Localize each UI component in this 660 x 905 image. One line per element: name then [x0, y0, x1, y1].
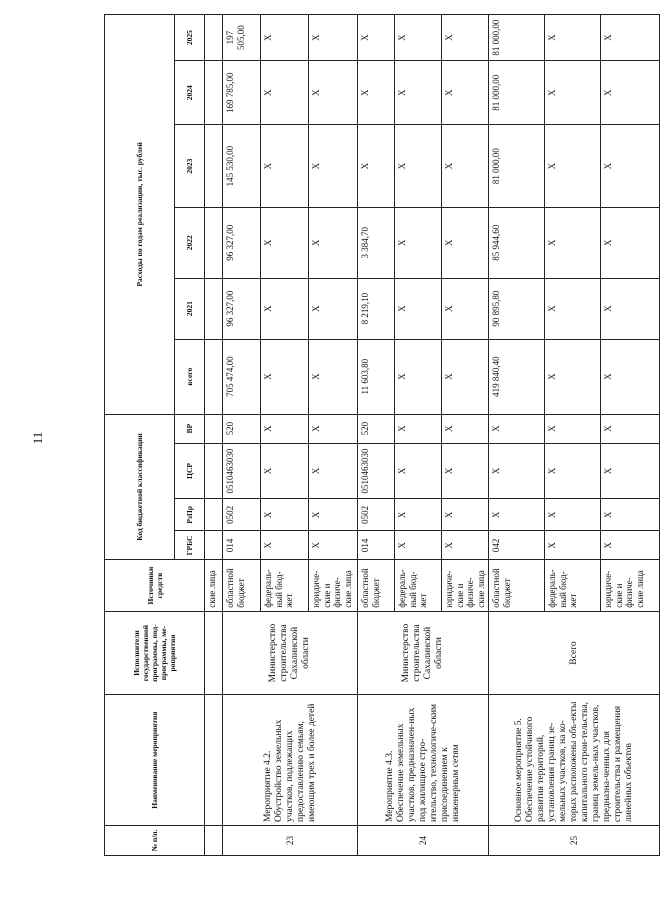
- funding-source-cell: областной бюджет: [358, 560, 395, 611]
- table-row: [489, 15, 545, 856]
- value-cell-y2022: 85 944,60: [489, 207, 545, 278]
- value-cell-total: 11 603,80: [358, 339, 395, 414]
- col-2021-header: 2021: [175, 278, 205, 339]
- measure-name-cell: Основное мероприятие 5. Обеспечение устойчивого развития территорий, установления границ зе-мельных участков, на ко-торых расположены объ-екты капитального строи-тельства, границ земель-ных участков, предназна-ченных для строительства и размещения линейных объектов: [489, 695, 660, 826]
- value-cell-vr: X: [261, 414, 309, 443]
- rotated-table-frame: [104, 14, 645, 856]
- value-cell-y2024: X: [442, 61, 489, 125]
- value-cell-y2021: X: [309, 278, 358, 339]
- measure-name-cell: Мероприятие 4.2. Обустройство земельных участков, подлежащих предоставлению семьям, имеющим трех и более детей: [223, 695, 358, 826]
- row-number-cell: 25: [489, 826, 660, 856]
- col-num-header: № п/п.: [105, 826, 205, 856]
- value-cell-y2023: 145 530,00: [223, 125, 261, 207]
- value-cell-y2025: X: [358, 15, 395, 61]
- value-cell-y2021: X: [442, 278, 489, 339]
- carry-cell: [205, 531, 223, 560]
- col-csr-header: ЦСР: [175, 443, 205, 499]
- value-cell-vr: X: [489, 414, 545, 443]
- value-cell-y2022: X: [545, 207, 601, 278]
- value-cell-y2021: 8 219,10: [358, 278, 395, 339]
- value-cell-y2021: X: [545, 278, 601, 339]
- value-cell-vr: 520: [223, 414, 261, 443]
- value-cell-total: X: [261, 339, 309, 414]
- funding-source-cell: юридиче-ские и физиче-ские лица: [601, 560, 660, 611]
- funding-source-cell: федераль-ный бюд-жет: [545, 560, 601, 611]
- value-cell-grbs: X: [309, 531, 358, 560]
- value-cell-grbs: X: [442, 531, 489, 560]
- carry-cell: [205, 443, 223, 499]
- col-2023-header: 2023: [175, 125, 205, 207]
- col-2024-header: 2024: [175, 61, 205, 125]
- value-cell-y2025: X: [309, 15, 358, 61]
- row-number-cell: 24: [358, 826, 489, 856]
- value-cell-total: X: [309, 339, 358, 414]
- value-cell-total: 705 474,00: [223, 339, 261, 414]
- value-cell-grbs: 014: [358, 531, 395, 560]
- value-cell-y2025: X: [395, 15, 442, 61]
- carry-cell: [205, 499, 223, 531]
- carry-cell: [205, 207, 223, 278]
- value-cell-grbs: X: [601, 531, 660, 560]
- value-cell-y2022: X: [309, 207, 358, 278]
- value-cell-y2022: 96 327,00: [223, 207, 261, 278]
- funding-source-cell: юридиче-ские и физиче-ские лица: [442, 560, 489, 611]
- value-cell-y2024: X: [601, 61, 660, 125]
- value-cell-y2025: X: [545, 15, 601, 61]
- value-cell-vr: X: [309, 414, 358, 443]
- value-cell-total: 419 840,40: [489, 339, 545, 414]
- value-cell-vr: X: [442, 414, 489, 443]
- value-cell-y2023: X: [358, 125, 395, 207]
- value-cell-grbs: X: [545, 531, 601, 560]
- value-cell-y2025: X: [261, 15, 309, 61]
- value-cell-vr: X: [545, 414, 601, 443]
- col-executor-header: Исполнители государственной программы, под-программы, ме-роприятия: [105, 611, 205, 695]
- value-cell-y2023: X: [395, 125, 442, 207]
- value-cell-csr: X: [261, 443, 309, 499]
- value-cell-vr: X: [395, 414, 442, 443]
- value-cell-csr: 0510463030: [223, 443, 261, 499]
- carry-cell: [205, 125, 223, 207]
- value-cell-y2022: X: [261, 207, 309, 278]
- carry-cell: [205, 61, 223, 125]
- value-cell-y2025: 197 505,00: [223, 15, 261, 61]
- page-number: 11: [30, 431, 45, 445]
- col-name-header: Наименование мероприятия: [105, 695, 205, 826]
- col-total-header: всего: [175, 339, 205, 414]
- value-cell-y2024: 169 785,00: [223, 61, 261, 125]
- value-cell-csr: X: [601, 443, 660, 499]
- value-cell-rzpr: X: [395, 499, 442, 531]
- col-grbs-header: ГРБС: [175, 531, 205, 560]
- value-cell-grbs: X: [395, 531, 442, 560]
- value-cell-y2025: X: [601, 15, 660, 61]
- value-cell-y2022: X: [442, 207, 489, 278]
- executor-cell: Министерство строительства Сахалинской области: [358, 611, 489, 695]
- value-cell-y2022: 3 384,70: [358, 207, 395, 278]
- value-cell-rzpr: X: [545, 499, 601, 531]
- col-expenses-header: Расходы по годам реализации, тыс. рублей: [105, 15, 175, 415]
- table-rotation-wrapper: [104, 14, 645, 856]
- value-cell-rzpr: X: [489, 499, 545, 531]
- funding-source-cell: федераль-ный бюд-жет: [395, 560, 442, 611]
- value-cell-y2023: X: [545, 125, 601, 207]
- carry-cell: [205, 695, 223, 826]
- value-cell-y2021: X: [395, 278, 442, 339]
- value-cell-vr: X: [601, 414, 660, 443]
- value-cell-total: X: [545, 339, 601, 414]
- value-cell-y2021: 90 895,80: [489, 278, 545, 339]
- col-code-header: Код бюджетной классификации: [105, 414, 175, 560]
- value-cell-y2023: X: [309, 125, 358, 207]
- value-cell-total: X: [395, 339, 442, 414]
- funding-source-cell: федераль-ный бюд-жет: [261, 560, 309, 611]
- value-cell-y2023: X: [261, 125, 309, 207]
- value-cell-y2021: 96 327,00: [223, 278, 261, 339]
- value-cell-csr: X: [545, 443, 601, 499]
- executor-cell: Всего: [489, 611, 660, 695]
- value-cell-csr: 0510463030: [358, 443, 395, 499]
- value-cell-rzpr: 0502: [358, 499, 395, 531]
- value-cell-grbs: 014: [223, 531, 261, 560]
- value-cell-y2022: X: [395, 207, 442, 278]
- value-cell-y2024: 81 000,00: [489, 61, 545, 125]
- value-cell-rzpr: X: [442, 499, 489, 531]
- value-cell-csr: X: [395, 443, 442, 499]
- value-cell-y2024: X: [358, 61, 395, 125]
- col-vr-header: ВР: [175, 414, 205, 443]
- value-cell-y2023: X: [442, 125, 489, 207]
- table-row: [358, 15, 395, 856]
- carry-over-row: [205, 15, 223, 856]
- value-cell-grbs: 042: [489, 531, 545, 560]
- value-cell-y2024: X: [309, 61, 358, 125]
- funding-source-cell: юридиче-ские и физиче-ские лица: [309, 560, 358, 611]
- carry-cell: [205, 611, 223, 695]
- value-cell-rzpr: X: [261, 499, 309, 531]
- executor-cell: Министерство строительства Сахалинской области: [223, 611, 358, 695]
- funding-source-cell: областной бюджет: [489, 560, 545, 611]
- value-cell-vr: 520: [358, 414, 395, 443]
- value-cell-y2025: 81 000,00: [489, 15, 545, 61]
- funding-source-cell: областной бюджет: [223, 560, 261, 611]
- value-cell-rzpr: X: [309, 499, 358, 531]
- value-cell-csr: X: [309, 443, 358, 499]
- carry-cell: [205, 826, 223, 856]
- budget-table: [104, 14, 660, 856]
- value-cell-rzpr: X: [601, 499, 660, 531]
- value-cell-y2025: X: [442, 15, 489, 61]
- value-cell-y2022: X: [601, 207, 660, 278]
- carry-cell: [205, 339, 223, 414]
- measure-name-cell: Мероприятие 4.3. Обеспечение земельных участков, предназначен-ных под жилищное стро-ительство, технологиче-ским присоединением к инженерным сетям: [358, 695, 489, 826]
- value-cell-y2021: X: [601, 278, 660, 339]
- carry-cell: [205, 414, 223, 443]
- value-cell-y2023: 81 000,00: [489, 125, 545, 207]
- value-cell-y2024: X: [395, 61, 442, 125]
- col-rzpr-header: РзПр: [175, 499, 205, 531]
- carry-source-cell: ские лица: [205, 560, 223, 611]
- value-cell-y2024: X: [545, 61, 601, 125]
- value-cell-y2024: X: [261, 61, 309, 125]
- carry-cell: [205, 278, 223, 339]
- col-2025-header: 2025: [175, 15, 205, 61]
- value-cell-y2021: X: [261, 278, 309, 339]
- value-cell-total: X: [442, 339, 489, 414]
- value-cell-csr: X: [489, 443, 545, 499]
- row-number-cell: 23: [223, 826, 358, 856]
- carry-cell: [205, 15, 223, 61]
- value-cell-grbs: X: [261, 531, 309, 560]
- value-cell-total: X: [601, 339, 660, 414]
- value-cell-csr: X: [442, 443, 489, 499]
- col-sources-header: Источники средств: [105, 560, 205, 611]
- col-2022-header: 2022: [175, 207, 205, 278]
- header-row-1: [105, 15, 175, 856]
- table-row: [223, 15, 261, 856]
- value-cell-y2023: X: [601, 125, 660, 207]
- value-cell-rzpr: 0502: [223, 499, 261, 531]
